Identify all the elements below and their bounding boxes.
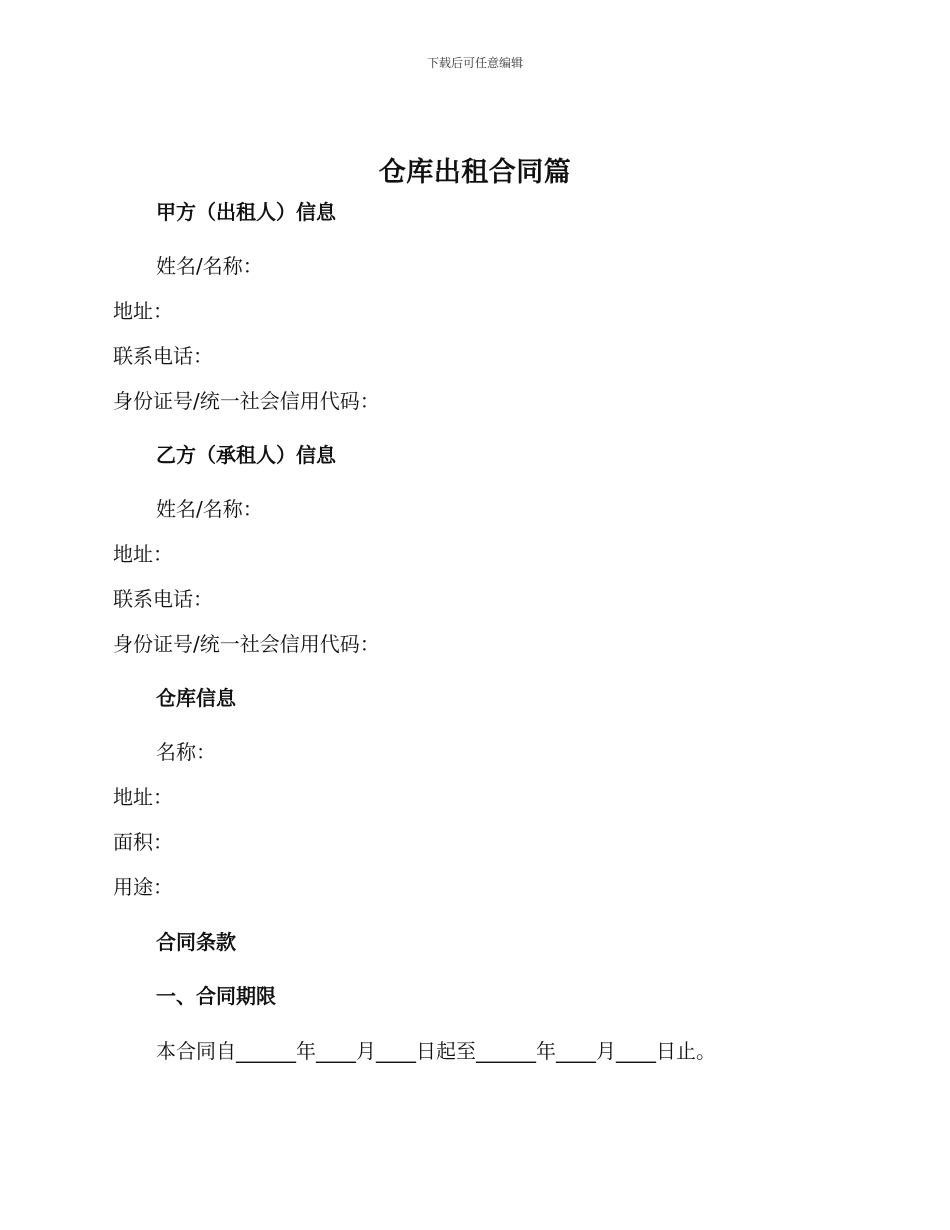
warehouse-name-field: 名称： <box>156 740 216 764</box>
party-a-address-field: 地址： <box>113 299 173 323</box>
warehouse-heading: 仓库信息 <box>156 686 236 710</box>
party-b-name-field: 姓名/名称： <box>156 497 263 521</box>
party-a-heading: 甲方（出租人）信息 <box>156 200 336 224</box>
party-b-phone-field: 联系电话： <box>113 587 213 611</box>
section-1-heading: 一、合同期限 <box>156 984 276 1008</box>
header-note: 下载后可任意编辑 <box>426 56 523 70</box>
section-1-text: 本合同自______年____月____日起至______年____月____日止。 <box>156 1039 716 1063</box>
party-b-heading: 乙方（承租人）信息 <box>156 443 336 467</box>
document-title: 仓库出租合同篇 <box>378 157 572 188</box>
party-a-phone-field: 联系电话： <box>113 344 213 368</box>
warehouse-address-field: 地址： <box>113 785 173 809</box>
party-b-id-field: 身份证号/统一社会信用代码： <box>113 632 380 656</box>
warehouse-area-field: 面积： <box>113 830 173 854</box>
warehouse-usage-field: 用途： <box>113 875 173 899</box>
party-a-id-field: 身份证号/统一社会信用代码： <box>113 389 380 413</box>
party-b-address-field: 地址： <box>113 542 173 566</box>
terms-heading: 合同条款 <box>156 930 236 954</box>
party-a-name-field: 姓名/名称： <box>156 254 263 278</box>
